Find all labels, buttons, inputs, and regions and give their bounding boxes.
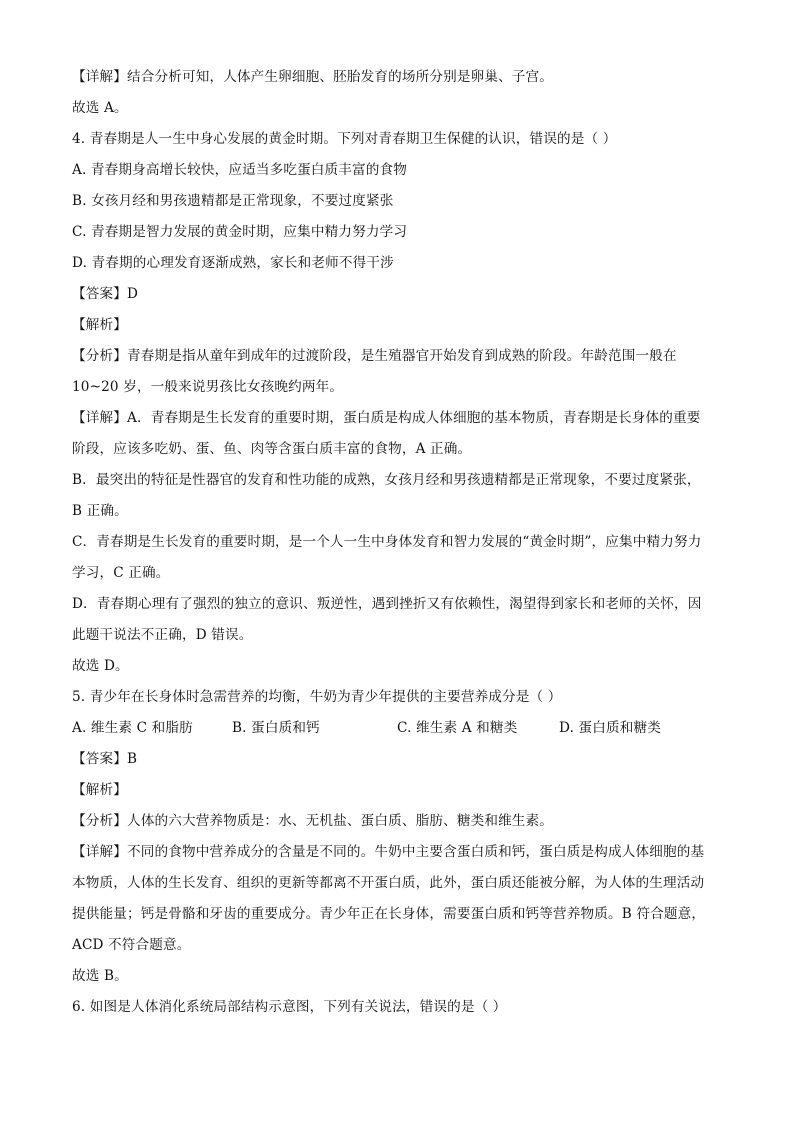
line-text: 阶段，应该多吃奶、蛋、鱼、肉等含蛋白质丰富的食物，A 正确。 — [72, 441, 472, 457]
line-text: ACD 不符合题意。 — [72, 937, 191, 953]
line-text: 青春期是指从童年到成年的过渡阶段，是生殖器官开始发育到成熟的阶段。年龄范围一般在 — [126, 348, 677, 364]
text-line — [72, 868, 722, 899]
q5-choices — [72, 713, 722, 744]
line-text: 不同的食物中营养成分的含量是不同的。牛奶中主要含蛋白质和钙，蛋白质是构成人体细胞的基 — [126, 844, 705, 860]
text-line — [72, 310, 722, 341]
text-line — [72, 155, 722, 186]
line-text: D — [126, 286, 139, 302]
line-text: D. 青春期的心理发育逐渐成熟，家长和老师不得干涉 — [72, 255, 394, 271]
line-text: 此题干说法不正确，D 错误。 — [72, 627, 253, 643]
text-line — [72, 620, 722, 651]
line-text: 学习，C 正确。 — [72, 565, 170, 581]
line-text: 故选 A。 — [72, 100, 128, 116]
text-line — [72, 744, 722, 775]
section-tag: 【答案】 — [72, 751, 127, 767]
text-line — [72, 124, 722, 155]
text-line — [72, 434, 722, 465]
line-text: B. 女孩月经和男孩遗精都是正常现象，不要过度紧张 — [72, 193, 394, 209]
text-line — [72, 682, 722, 713]
text-line — [72, 186, 722, 217]
text-line — [72, 992, 722, 1023]
line-text: A．青春期是生长发育的重要时期，蛋白质是构成人体细胞的基本物质，青春期是长身体的重要 — [126, 410, 701, 426]
text-line — [72, 961, 722, 992]
text-line — [72, 62, 722, 93]
document-page — [72, 62, 722, 1023]
section-tag: 【详解】 — [72, 69, 127, 85]
text-line — [72, 558, 722, 589]
text-line — [72, 930, 722, 961]
text-line — [72, 837, 722, 868]
line-text: 6. 如图是人体消化系统局部结构示意图，下列有关说法，错误的是（ ） — [72, 999, 507, 1015]
text-block-q4 — [72, 62, 722, 713]
text-line — [72, 806, 722, 837]
text-line — [72, 651, 722, 682]
line-text: 结合分析可知，人体产生卵细胞、胚胎发育的场所分别是卵巢、子宫。 — [126, 69, 554, 85]
text-line — [72, 589, 722, 620]
text-line — [72, 527, 722, 558]
section-tag: 【解析】 — [72, 317, 127, 333]
text-line — [72, 279, 722, 310]
text-line — [72, 496, 722, 527]
text-line — [72, 217, 722, 248]
line-text: 提供能量；钙是骨骼和牙齿的重要成分。青少年正在长身体，需要蛋白质和钙等营养物质。B 符合题意， — [72, 906, 706, 922]
section-tag: 【解析】 — [72, 782, 127, 798]
text-line — [72, 93, 722, 124]
choice-c: C. 维生素 A 和糖类 — [397, 720, 518, 736]
line-text: 本物质，人体的生长发育、组织的更新等都离不开蛋白质，此外，蛋白质还能被分解，为人体的生理活动 — [72, 875, 705, 891]
choice-d: D. 蛋白质和糖类 — [559, 720, 661, 736]
text-line — [72, 341, 722, 372]
text-block-q5 — [72, 744, 722, 1023]
line-text: 人体的六大营养物质是：水、无机盐、蛋白质、脂肪、糖类和维生素。 — [126, 813, 554, 829]
section-tag: 【详解】 — [72, 410, 127, 426]
text-line — [72, 403, 722, 434]
line-text: 故选 D。 — [72, 658, 129, 674]
line-text: 5. 青少年在长身体时急需营养的均衡，牛奶为青少年提供的主要营养成分是（ ） — [72, 689, 562, 705]
line-text: D．青春期心理有了强烈的独立的意识、叛逆性，遇到挫折又有依赖性，渴望得到家长和老师的关怀，因 — [72, 596, 702, 612]
choice-b: B. 蛋白质和钙 — [232, 720, 320, 736]
line-text: B 正确。 — [72, 503, 128, 519]
text-line — [72, 465, 722, 496]
section-tag: 【详解】 — [72, 844, 127, 860]
text-line — [72, 775, 722, 806]
section-tag: 【分析】 — [72, 348, 127, 364]
section-tag: 【答案】 — [72, 286, 127, 302]
text-line — [72, 899, 722, 930]
text-line — [72, 248, 722, 279]
choice-a: A. 维生素 C 和脂肪 — [72, 720, 193, 736]
line-text: 4. 青春期是人一生中身心发展的黄金时期。下列对青春期卫生保健的认识，错误的是（ ） — [72, 131, 617, 147]
line-text: 故选 B。 — [72, 968, 128, 984]
text-line — [72, 372, 722, 403]
line-text: C. 青春期是智力发展的黄金时期，应集中精力努力学习 — [72, 224, 408, 240]
line-text: C．青春期是生长发育的重要时期，是一个人一生中身体发育和智力发展的“黄金时期”，应集中精力努力 — [72, 534, 702, 550]
line-text: A. 青春期身高增长较快，应适当多吃蛋白质丰富的食物 — [72, 162, 408, 178]
line-text: 10~20 岁，一般来说男孩比女孩晚约两年。 — [72, 379, 344, 395]
section-tag: 【分析】 — [72, 813, 127, 829]
line-text: B — [126, 751, 138, 767]
line-text: B．最突出的特征是性器官的发育和性功能的成熟，女孩月经和男孩遗精都是正常现象，不要过度紧张， — [72, 472, 701, 488]
